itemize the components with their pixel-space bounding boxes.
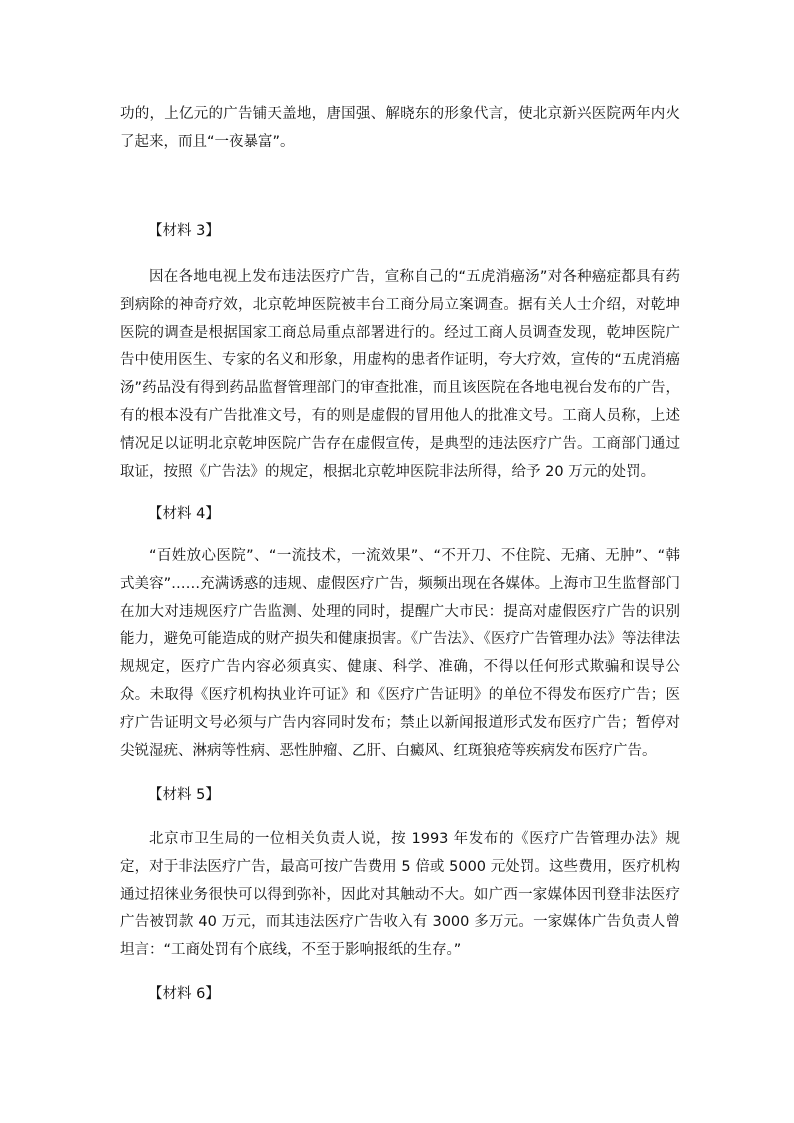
heading-material-3: 【材料 3】: [148, 223, 220, 239]
paragraph-material-5: 北京市卫生局的一位相关负责人说，按 1993 年发布的《医疗广告管理办法》规定，对于非法医疗广告，最高可按广告费用 5 倍或 5000 元处罚。这些费用，医疗机构通过招徕业务很快可以得到弥补，因此对其触动不大。如广西一家媒体因刊登非法医疗广告被罚款 40 万元，而其违法医疗广告收入有 3000 多万元。一家媒体广告负责人曾坦言：“工商处罚有个底线，不至于影响报纸的生存。”: [120, 831, 680, 959]
heading-material-6: 【材料 6】: [148, 986, 220, 1002]
paragraph-material-4: “百姓放心医院”、“一流技术，一流效果”、“不开刀、不住院、无痛、无肿”、“韩式美容”……充满诱惑的违规、虚假医疗广告，频频出现在各媒体。上海市卫生监督部门在加大对违规医疗广告监测、处理的同时，提醒广大市民：提高对虚假医疗广告的识别能力，避免可能造成的财产损失和健康损害。《广告法》、《医疗广告管理办法》等法律法规规定，医疗广告内容必须真实、健康、科学、准确，不得以任何形式欺骗和误导公众。未取得《医疗机构执业许可证》和《医疗广告证明》的单位不得发布医疗广告；医疗广告证明文号必须与广告内容同时发布；禁止以新闻报道形式发布医疗广告；暂停对尖锐湿疣、淋病等性病、恶性肿瘤、乙肝、白癜风、红斑狼疮等疾病发布医疗广告。: [120, 548, 680, 759]
paragraph-material-3: 因在各地电视上发布违法医疗广告，宣称自己的“五虎消癌汤”对各种癌症都具有药到病除的神奇疗效，北京乾坤医院被丰台工商分局立案调查。据有关人士介绍，对乾坤医院的调查是根据国家工商总局重点部署进行的。经过工商人员调查发现，乾坤医院广告中使用医生、专家的名义和形象，用虚构的患者作证明，夸大疗效，宣传的“五虎消癌汤”药品没有得到药品监督管理部门的审查批准，而且该医院在各地电视台发布的广告，有的根本没有广告批准文号，有的则是虚假的冒用他人的批准文号。工商人员称，上述情况足以证明北京乾坤医院广告存在虚假宣传，是典型的违法医疗广告。工商部门通过取证，按照《广告法》的规定，根据北京乾坤医院非法所得，给予 20 万元的处罚。: [120, 269, 680, 480]
paragraph-continuation: 功的，上亿元的广告铺天盖地，唐国强、解晓东的形象代言，使北京新兴医院两年内火了起来，而且“一夜暴富”。: [120, 106, 680, 150]
heading-material-5: 【材料 5】: [148, 787, 220, 803]
heading-material-4: 【材料 4】: [148, 506, 220, 522]
